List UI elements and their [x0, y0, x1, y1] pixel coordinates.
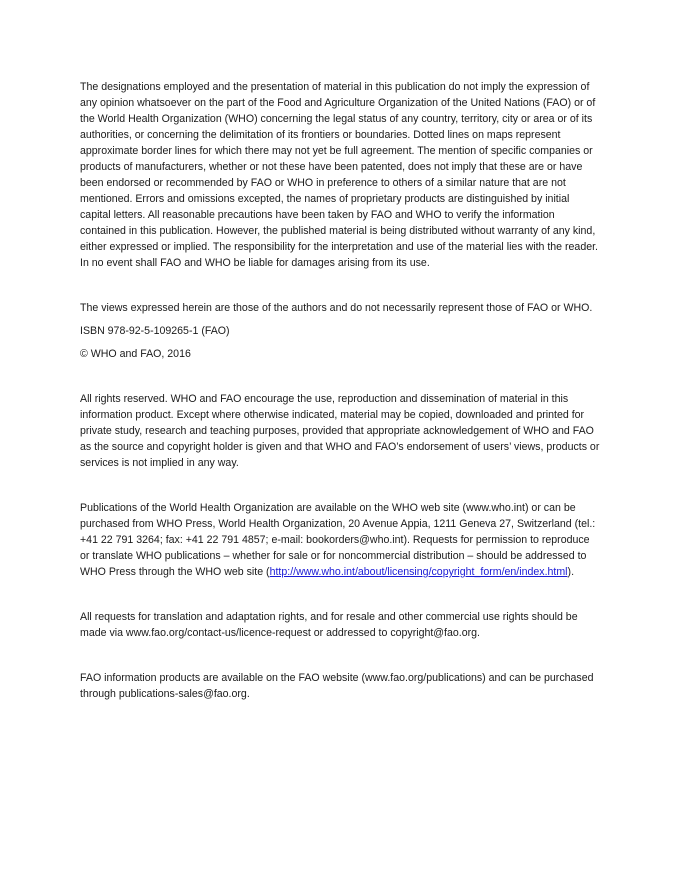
- fao-products-info: FAO information products are available on the FAO website (www.fao.org/publications) and can be purchased through publications-sales@fao.org.: [80, 672, 594, 700]
- translation-rights: All requests for translation and adaptation rights, and for resale and other commercial use rights should be made via www.fao.org/contact-us/licence-request or addressed to copyright@fao.org.: [80, 611, 578, 639]
- copyright-notice: © WHO and FAO, 2016: [80, 348, 191, 360]
- isbn: ISBN 978-92-5-109265-1 (FAO): [80, 325, 230, 337]
- copyright-page: [80, 79, 600, 702]
- who-publications-text: Publications of the World Health Organization are available on the WHO web site (www.who.int) or can be purchased from WHO Press, World Health Organization, 20 Avenue Appia, 1211 Geneva 27, Switzerland (tel.: +41 22 791 3264; fax: +41 22 791 4857; e-mail: bookorders@who.int). Requests for permission to reproduce or translate WHO publications – whether for sale or for noncommercial distribution – should be addressed to WHO Press through the WHO web site (: [80, 502, 596, 578]
- who-copyright-form-link[interactable]: http://www.who.int/about/licensing/copyright_form/en/index.html: [269, 566, 568, 578]
- who-publications-text-end: ).: [567, 566, 575, 578]
- who-publications-info: [80, 500, 600, 580]
- rights-reserved: All rights reserved. WHO and FAO encourage the use, reproduction and dissemination of material in this information product. Except where otherwise indicated, material may be copied, downloaded and printed for private study, research and teaching purposes, provided that appropriate acknowledgement of WHO and FAO as the source and copyright holder is given and that WHO and FAO’s endorsement of users’ views, products or services is not implied in any way.: [80, 393, 600, 469]
- designations-disclaimer: The designations employed and the presentation of material in this publication do not imply the expression of any opinion whatsoever on the part of the Food and Agriculture Organization of the United Nations (FAO) or of the World Health Organization (WHO) concerning the legal status of any country, territory, city or area or of its authorities, or concerning the delimitation of its frontiers or boundaries. Dotted lines on maps represent approximate border lines for which there may not yet be full agreement. The mention of specific companies or products of manufacturers, whether or not these have been patented, does not imply that these are or have been endorsed or recommended by FAO or WHO in preference to others of a similar nature that are not mentioned. Errors and omissions excepted, the names of proprietary products are distinguished by initial capital letters. All reasonable precautions have been taken by FAO and WHO to verify the information contained in this publication. However, the published material is being distributed without warranty of any kind, either expressed or implied. The responsibility for the interpretation and use of the material lies with the reader. In no event shall FAO and WHO be liable for damages arising from its use.: [80, 81, 598, 269]
- views-disclaimer: The views expressed herein are those of the authors and do not necessarily represent those of FAO or WHO.: [80, 302, 593, 314]
